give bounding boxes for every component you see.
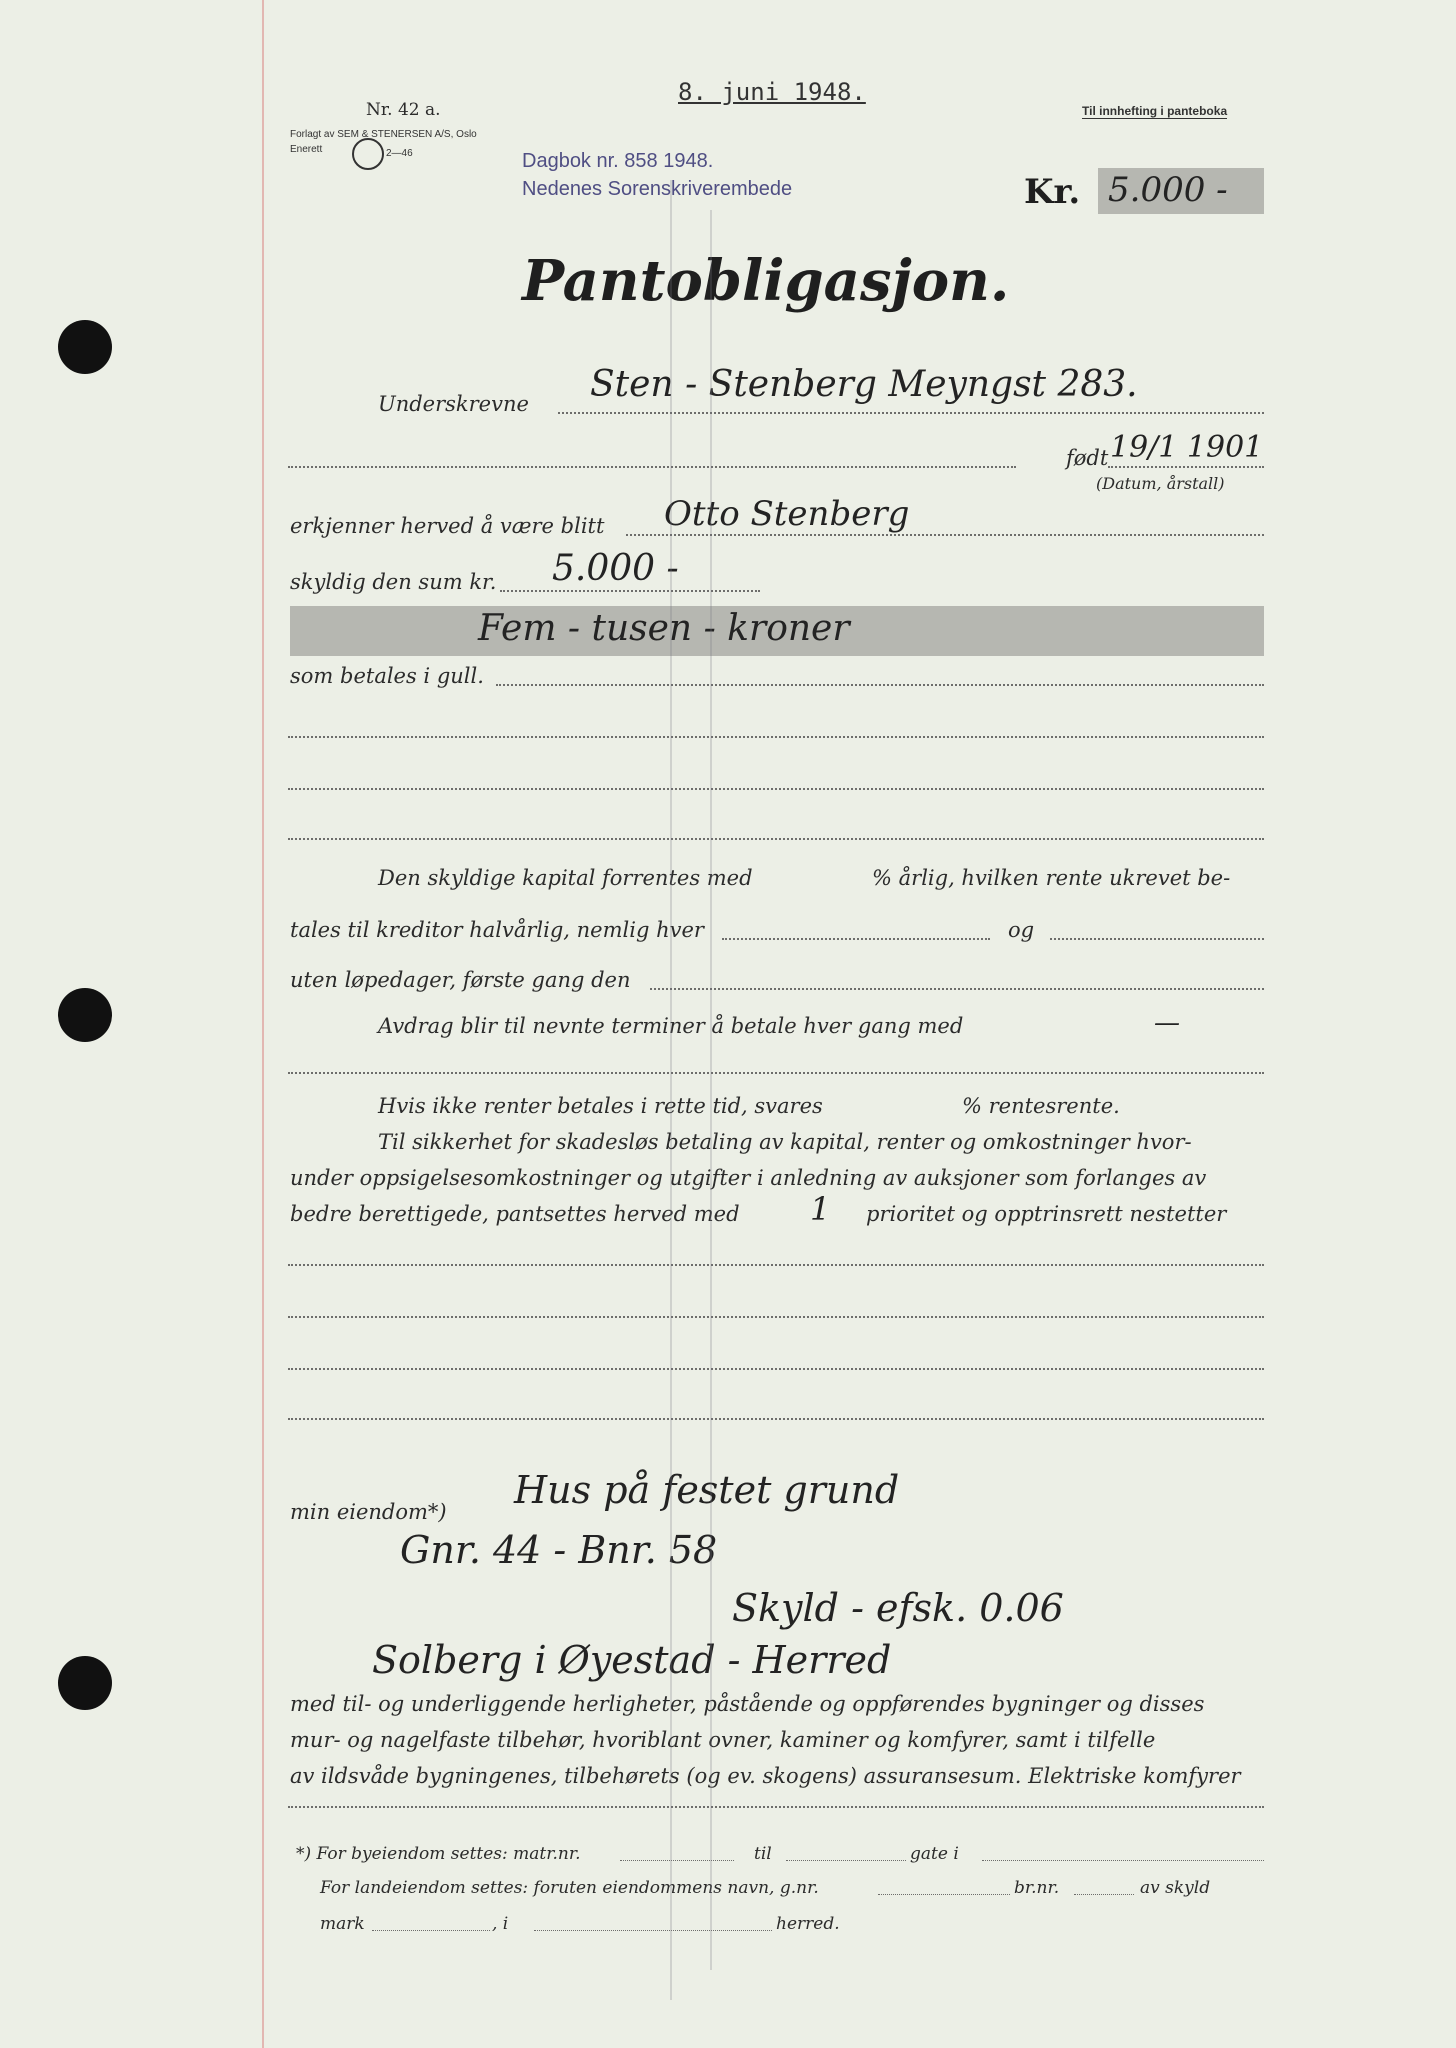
property-line-2: Gnr. 44 - Bnr. 58: [400, 1528, 718, 1572]
born-hint: (Datum, årstall): [1096, 474, 1225, 493]
publisher-logo-icon: [352, 138, 384, 170]
document-date: 8. juni 1948.: [678, 78, 866, 106]
blank-line-1: [288, 736, 1264, 738]
born-line: [1108, 466, 1264, 468]
property-line-4: Solberg i Øyestad - Herred: [372, 1638, 892, 1682]
sum-in-words: Fem - tusen - kroner: [478, 608, 850, 649]
footnote-line-3: mark: [320, 1914, 365, 1934]
footnote-line-1c: gate i: [910, 1844, 959, 1864]
footnote-blank-1c: [982, 1860, 1264, 1861]
clause-line-2: mur- og nagelfaste tilbehør, hvoriblant ovner, kaminer og komfyrer, samt i tilfelle: [290, 1728, 1156, 1752]
interest-line-2-blank: [722, 938, 990, 940]
late-interest-line-b: % rentesrente.: [962, 1094, 1120, 1118]
security-line-3b: prioritet og opptrinsrett nestetter: [866, 1202, 1227, 1226]
footnote-line-3b: , i: [492, 1914, 509, 1934]
payable-line: [496, 684, 1264, 686]
undersigned-label: Underskrevne: [378, 392, 529, 416]
priority-value: 1: [810, 1190, 831, 1228]
security-blank-line-1: [288, 1264, 1264, 1266]
debtor-label: erkjenner herved å være blitt: [290, 514, 605, 538]
string-mark-1: [670, 180, 672, 2000]
debtor-value: Otto Stenberg: [664, 494, 910, 534]
born-value: 19/1 1901: [1110, 430, 1264, 465]
footnote-line-2: For landeiendom settes: foruten eiendommens navn, g.nr.: [320, 1878, 819, 1898]
margin-rule: [262, 0, 264, 2048]
footnote-blank-2b: [1074, 1894, 1134, 1895]
debtor-line: [626, 534, 1264, 536]
sum-line: [500, 590, 760, 592]
installment-blank-line: [288, 1072, 1264, 1074]
interest-line-3: uten løpedager, første gang den: [290, 968, 631, 992]
footnote-blank-3a: [372, 1930, 490, 1931]
name-continuation-line: [288, 466, 1016, 468]
footnote-line-2b: br.nr.: [1014, 1878, 1060, 1898]
security-line-2: under oppsigelsesomkostninger og utgifter i anledning av auksjoner som forlanges av: [290, 1166, 1207, 1190]
interest-line-3-blank: [650, 988, 1264, 990]
binder-hole-middle: [58, 988, 112, 1042]
property-line-3: Skyld - efsk. 0.06: [732, 1586, 1064, 1630]
court-stamp: Nedenes Sorenskriverembede: [522, 178, 793, 200]
security-blank-line-4: [288, 1418, 1264, 1420]
binder-hole-bottom: [58, 1656, 112, 1710]
footnote-line-3c: herred.: [776, 1914, 840, 1934]
blank-line-3: [288, 838, 1264, 840]
footnote-blank-1a: [620, 1860, 734, 1861]
binder-hole-top: [58, 320, 112, 374]
security-line-1: Til sikkerhet for skadesløs betaling av kapital, renter og omkostninger hvor-: [378, 1130, 1192, 1154]
clause-blank-line: [288, 1806, 1264, 1808]
interest-line-1: Den skyldige kapital forrentes med: [378, 866, 753, 890]
publisher-enerett: Enerett: [290, 144, 323, 155]
footnote-line-2c: av skyld: [1140, 1878, 1211, 1898]
footnote-blank-3b: [534, 1930, 772, 1931]
interest-line-2: tales til kreditor halvårlig, nemlig hver: [290, 918, 704, 942]
amount-value: 5.000 -: [1108, 170, 1228, 210]
property-label: min eiendom*): [290, 1500, 447, 1524]
payable-label: som betales i gull.: [290, 664, 484, 688]
clause-line-1: med til- og underliggende herligheter, påstående og oppførendes bygninger og disses: [290, 1692, 1205, 1716]
security-blank-line-2: [288, 1316, 1264, 1318]
footnote-line-1b: til: [754, 1844, 772, 1864]
amount-label: Kr.: [1024, 172, 1081, 212]
footnote-blank-2a: [878, 1894, 1010, 1895]
publisher-code: 2—46: [386, 148, 413, 159]
footnote-line-1: *) For byeiendom settes: matr.nr.: [296, 1844, 581, 1864]
top-right-note: Til innhefting i panteboka: [1082, 104, 1228, 118]
born-label: født: [1066, 446, 1109, 470]
footnote-blank-1b: [786, 1860, 906, 1861]
installment-value: —: [1154, 1008, 1180, 1038]
publisher-line: Forlagt av SEM & STENERSEN A/S, Oslo: [290, 129, 477, 140]
property-line-1: Hus på festet grund: [514, 1468, 900, 1512]
form-number: Nr. 42 a.: [366, 100, 441, 120]
security-blank-line-3: [288, 1368, 1264, 1370]
security-line-3: bedre berettigede, pantsettes herved med: [290, 1202, 740, 1226]
interest-line-1b: % årlig, hvilken rente ukrevet be-: [872, 866, 1231, 890]
document-title: Pantobligasjon.: [522, 248, 1010, 314]
sum-label: skyldig den sum kr.: [290, 570, 497, 594]
installment-line: Avdrag blir til nevnte terminer å betale hver gang med: [378, 1014, 964, 1038]
undersigned-line: [558, 412, 1264, 414]
interest-line-2-blank-b: [1050, 938, 1264, 940]
undersigned-value: Sten - Stenberg Meyngst 283.: [590, 364, 1138, 405]
dagbok-stamp: Dagbok nr. 858 1948.: [522, 150, 714, 172]
sum-value: 5.000 -: [552, 548, 679, 589]
late-interest-line: Hvis ikke renter betales i rette tid, svares: [378, 1094, 823, 1118]
clause-line-3: av ildsvåde bygningenes, tilbehørets (og ev. skogens) assuransesum. Elektriske komfyrer: [290, 1764, 1241, 1788]
blank-line-2: [288, 788, 1264, 790]
string-mark-2: [710, 210, 712, 1970]
interest-line-2b: og: [1008, 918, 1035, 942]
